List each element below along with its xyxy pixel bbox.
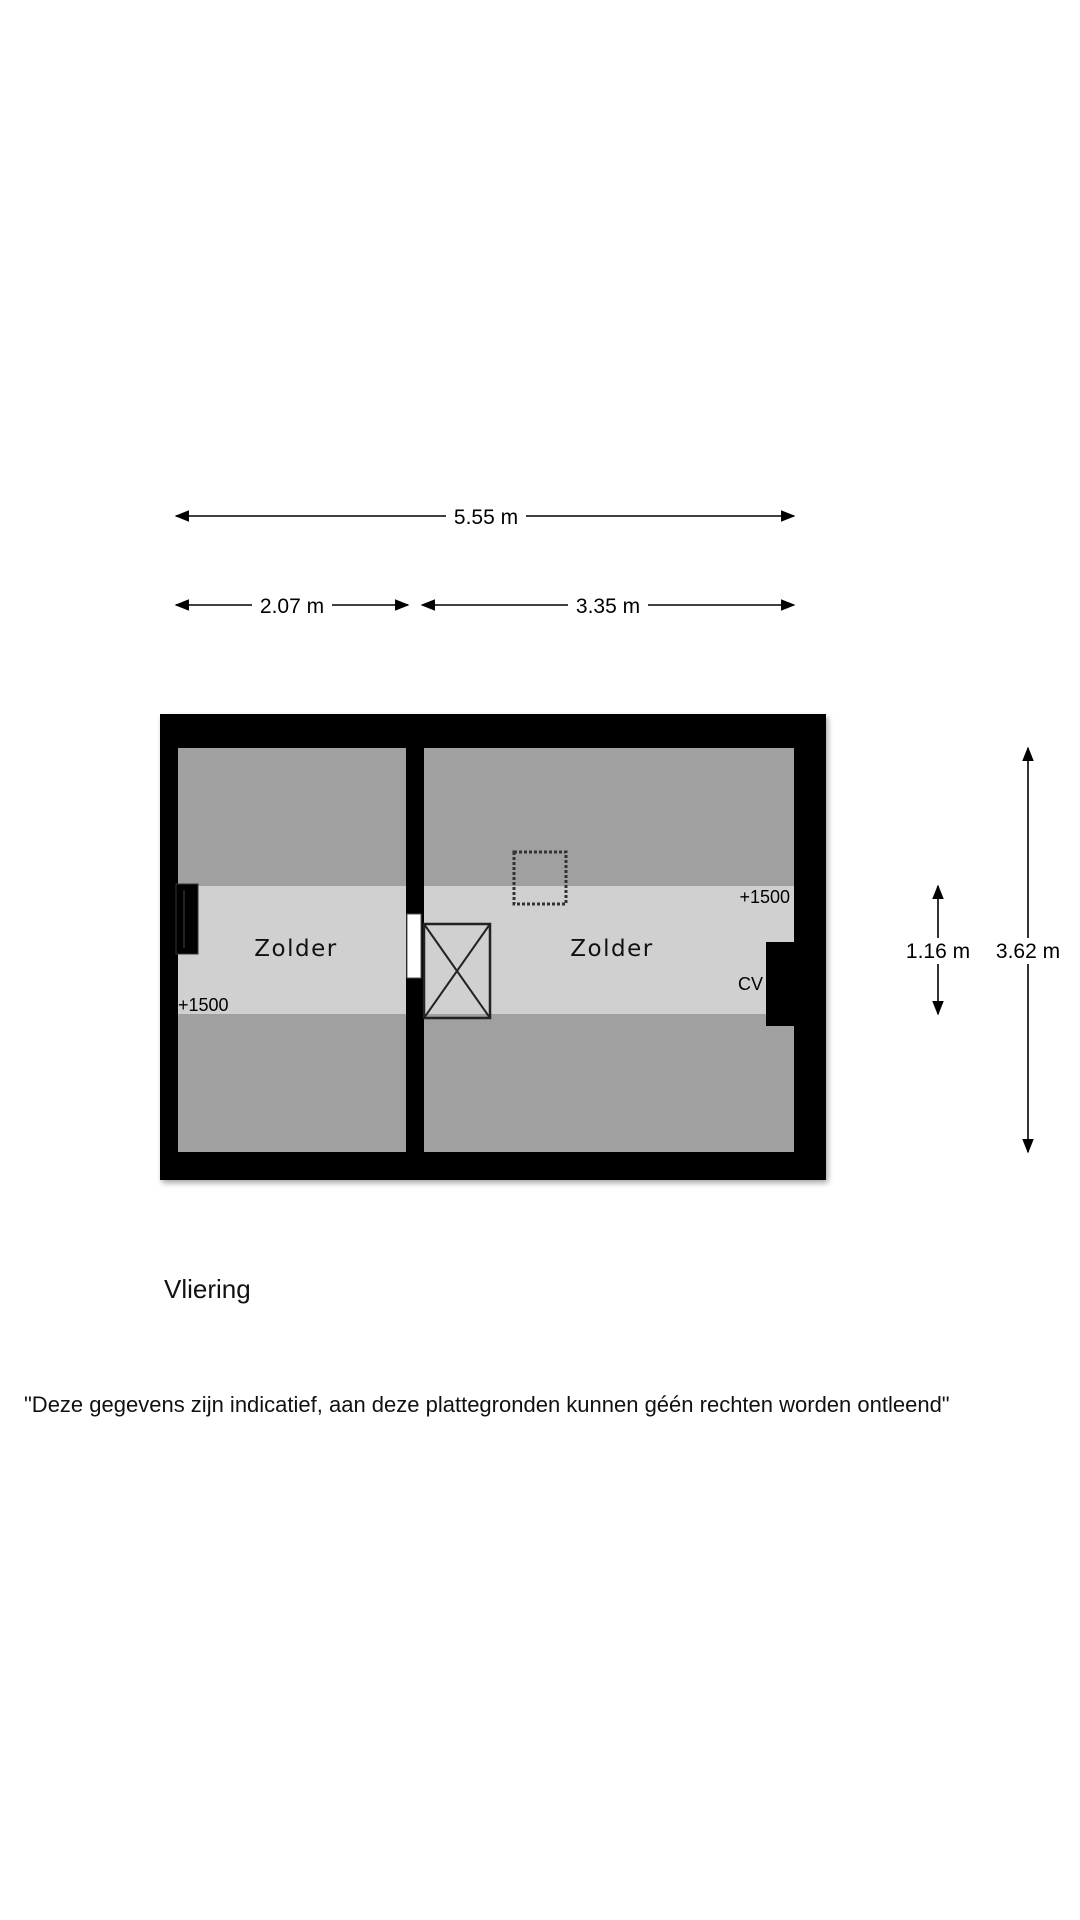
- room-label-left: Zolder: [254, 936, 338, 962]
- boiler-unit: [766, 942, 794, 1026]
- dimension-label-headroom: 1.16 m: [905, 940, 971, 963]
- dimension-headroom-band: [906, 886, 970, 1014]
- boiler-label: CV: [738, 974, 764, 994]
- floor-name: Vliering: [164, 1274, 251, 1304]
- dimension-label-depth: 3.62 m: [995, 940, 1061, 963]
- dimension-total-width: [176, 506, 794, 529]
- room-right: [424, 748, 794, 1152]
- dimension-label-total-width: 5.55 m: [453, 506, 519, 529]
- dimension-left-width: [176, 595, 408, 618]
- room-label-right: Zolder: [570, 936, 654, 962]
- dimension-label-left-width: 2.07 m: [259, 595, 325, 618]
- height-label-right: +1500: [739, 887, 790, 907]
- door-opening-icon: [407, 914, 421, 978]
- dimension-right-width: [422, 595, 794, 618]
- window-left-wall: [176, 884, 198, 954]
- dimension-total-depth: [996, 748, 1060, 1152]
- height-label-left: +1500: [178, 995, 229, 1015]
- room-left: [178, 748, 406, 1152]
- disclaimer-text: "Deze gegevens zijn indicatief, aan deze plattegronden kunnen géén rechten worden ontleend": [24, 1392, 950, 1417]
- dimension-label-right-width: 3.35 m: [575, 595, 641, 618]
